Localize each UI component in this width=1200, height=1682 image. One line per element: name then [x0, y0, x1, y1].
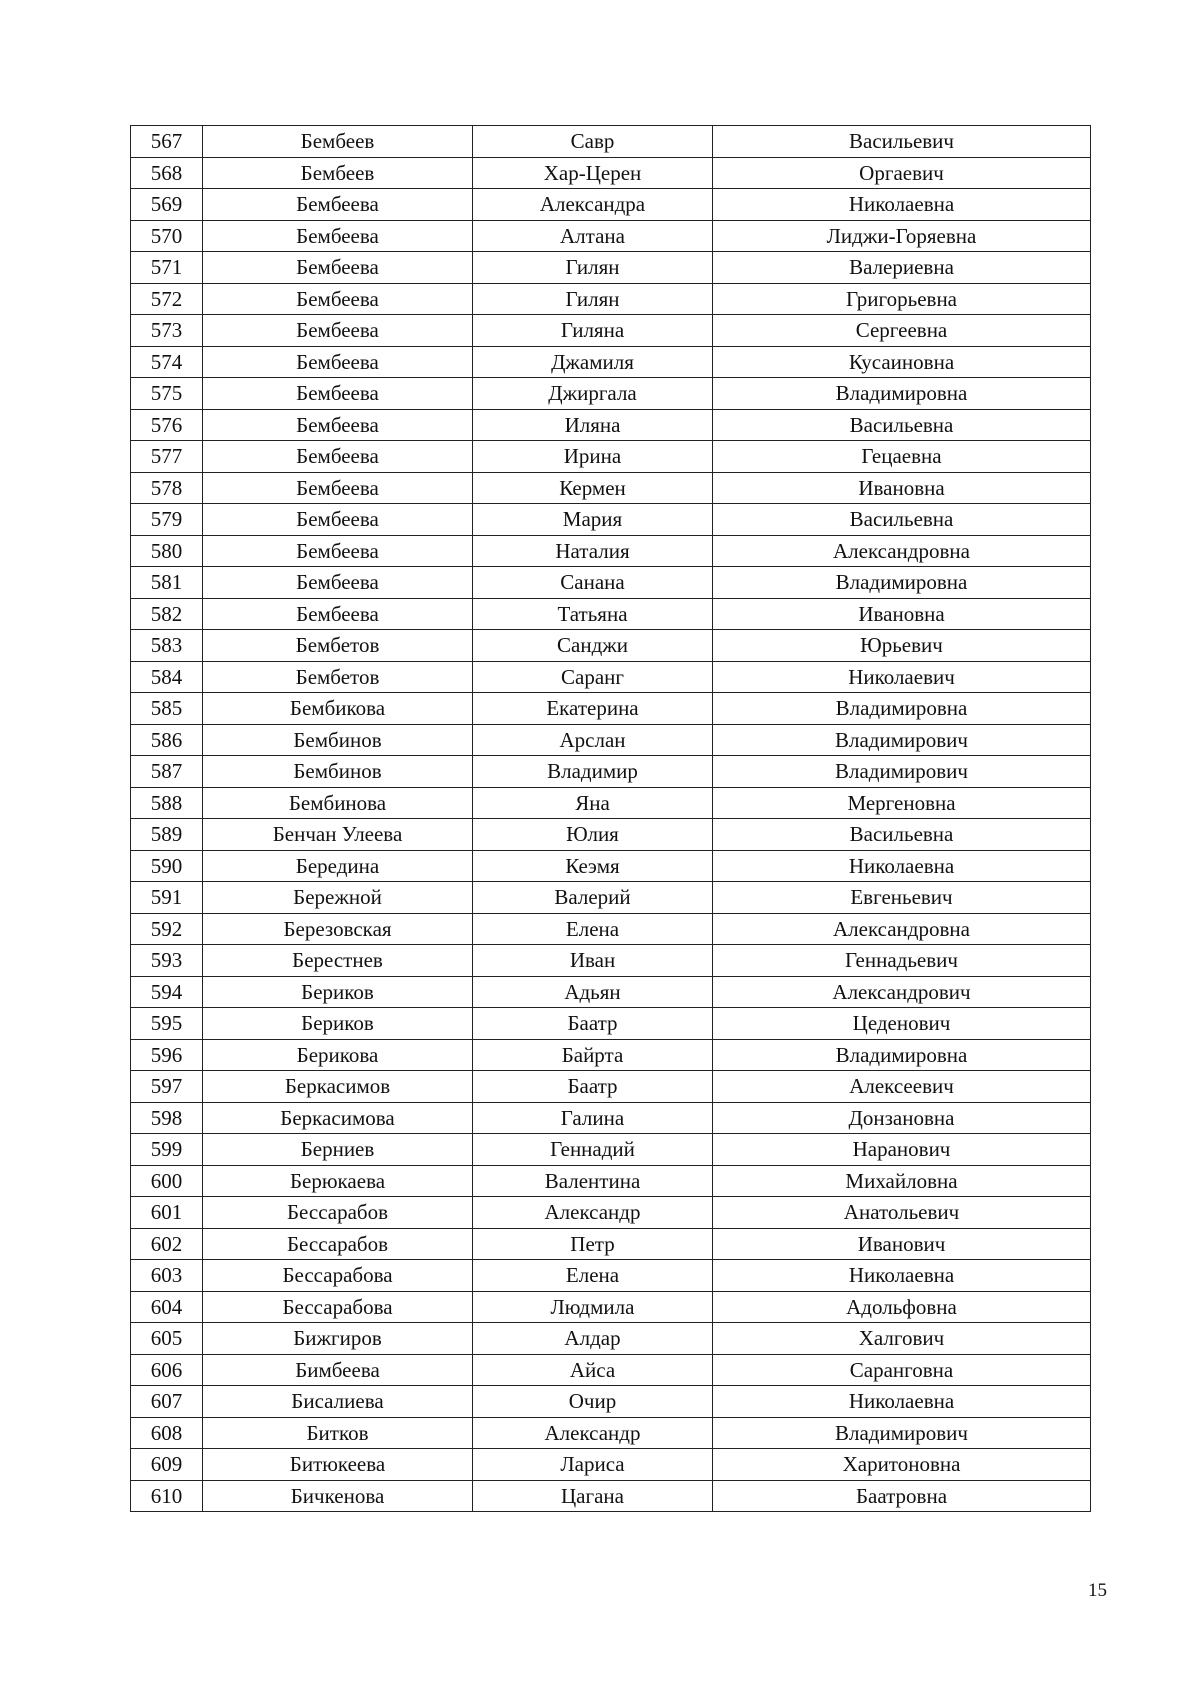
- table-row: [131, 1260, 1091, 1292]
- first-name-cell: Ирина: [473, 441, 713, 473]
- first-name-cell: Баатр: [473, 1008, 713, 1040]
- first-name-cell: Яна: [473, 787, 713, 819]
- surname-cell: Бембеев: [203, 157, 473, 189]
- first-name-cell: Кермен: [473, 472, 713, 504]
- table-row: [131, 882, 1091, 914]
- patronymic-cell: Владимирович: [713, 756, 1091, 788]
- table-row: [131, 976, 1091, 1008]
- row-number: 573: [131, 315, 203, 347]
- patronymic-cell: Николаевна: [713, 1386, 1091, 1418]
- patronymic-cell: Владимирович: [713, 724, 1091, 756]
- row-number: 600: [131, 1165, 203, 1197]
- patronymic-cell: Васильевна: [713, 819, 1091, 851]
- surname-cell: Бередина: [203, 850, 473, 882]
- patronymic-cell: Васильевна: [713, 409, 1091, 441]
- first-name-cell: Саранг: [473, 661, 713, 693]
- patronymic-cell: Владимировна: [713, 693, 1091, 725]
- surname-cell: Бембинова: [203, 787, 473, 819]
- first-name-cell: Татьяна: [473, 598, 713, 630]
- row-number: 574: [131, 346, 203, 378]
- table-row: [131, 945, 1091, 977]
- table-row: [131, 1323, 1091, 1355]
- first-name-cell: Джиргала: [473, 378, 713, 410]
- surname-cell: Бембеева: [203, 504, 473, 536]
- surname-cell: Берикова: [203, 1039, 473, 1071]
- surname-cell: Бембеева: [203, 378, 473, 410]
- table-row: [131, 1071, 1091, 1103]
- row-number: 577: [131, 441, 203, 473]
- row-number: 607: [131, 1386, 203, 1418]
- first-name-cell: Кеэмя: [473, 850, 713, 882]
- surname-cell: Битюкеева: [203, 1449, 473, 1481]
- table-row: [131, 567, 1091, 599]
- table-row: [131, 1386, 1091, 1418]
- row-number: 606: [131, 1354, 203, 1386]
- row-number: 571: [131, 252, 203, 284]
- first-name-cell: Валентина: [473, 1165, 713, 1197]
- table-row: [131, 850, 1091, 882]
- surname-cell: Бембеева: [203, 252, 473, 284]
- row-number: 605: [131, 1323, 203, 1355]
- first-name-cell: Петр: [473, 1228, 713, 1260]
- row-number: 580: [131, 535, 203, 567]
- table-row: [131, 1197, 1091, 1229]
- patronymic-cell: Николаевна: [713, 1260, 1091, 1292]
- table-row: [131, 315, 1091, 347]
- row-number: 601: [131, 1197, 203, 1229]
- first-name-cell: Иван: [473, 945, 713, 977]
- surname-cell: Бессарабова: [203, 1260, 473, 1292]
- names-table: [130, 125, 1091, 1512]
- surname-cell: Бембетов: [203, 630, 473, 662]
- patronymic-cell: Александрович: [713, 976, 1091, 1008]
- row-number: 575: [131, 378, 203, 410]
- surname-cell: Бембеева: [203, 220, 473, 252]
- table-row: [131, 535, 1091, 567]
- patronymic-cell: Цеденович: [713, 1008, 1091, 1040]
- first-name-cell: Мария: [473, 504, 713, 536]
- surname-cell: Бессарабова: [203, 1291, 473, 1323]
- surname-cell: Бембеева: [203, 598, 473, 630]
- patronymic-cell: Геннадьевич: [713, 945, 1091, 977]
- table-row: [131, 283, 1091, 315]
- table-row: [131, 409, 1091, 441]
- first-name-cell: Цагана: [473, 1480, 713, 1512]
- table-row: [131, 598, 1091, 630]
- table-row: [131, 693, 1091, 725]
- table-row: [131, 441, 1091, 473]
- first-name-cell: Баатр: [473, 1071, 713, 1103]
- first-name-cell: Байрта: [473, 1039, 713, 1071]
- first-name-cell: Савр: [473, 126, 713, 158]
- first-name-cell: Владимир: [473, 756, 713, 788]
- row-number: 603: [131, 1260, 203, 1292]
- table-row: [131, 378, 1091, 410]
- row-number: 584: [131, 661, 203, 693]
- surname-cell: Бембинов: [203, 756, 473, 788]
- patronymic-cell: Владимирович: [713, 1417, 1091, 1449]
- table-row: [131, 1008, 1091, 1040]
- first-name-cell: Джамиля: [473, 346, 713, 378]
- surname-cell: Битков: [203, 1417, 473, 1449]
- surname-cell: Беркасимова: [203, 1102, 473, 1134]
- patronymic-cell: Владимировна: [713, 1039, 1091, 1071]
- surname-cell: Бессарабов: [203, 1228, 473, 1260]
- surname-cell: Бериков: [203, 1008, 473, 1040]
- first-name-cell: Геннадий: [473, 1134, 713, 1166]
- patronymic-cell: Владимировна: [713, 378, 1091, 410]
- row-number: 592: [131, 913, 203, 945]
- surname-cell: Березовская: [203, 913, 473, 945]
- patronymic-cell: Анатольевич: [713, 1197, 1091, 1229]
- first-name-cell: Елена: [473, 1260, 713, 1292]
- first-name-cell: Гилян: [473, 283, 713, 315]
- table-row: [131, 756, 1091, 788]
- patronymic-cell: Харитоновна: [713, 1449, 1091, 1481]
- patronymic-cell: Халгович: [713, 1323, 1091, 1355]
- row-number: 596: [131, 1039, 203, 1071]
- patronymic-cell: Ивановна: [713, 472, 1091, 504]
- first-name-cell: Алдар: [473, 1323, 713, 1355]
- first-name-cell: Валерий: [473, 882, 713, 914]
- row-number: 590: [131, 850, 203, 882]
- row-number: 598: [131, 1102, 203, 1134]
- first-name-cell: Адьян: [473, 976, 713, 1008]
- patronymic-cell: Васильевна: [713, 504, 1091, 536]
- surname-cell: Бенчан Улеева: [203, 819, 473, 851]
- surname-cell: Бережной: [203, 882, 473, 914]
- names-table-body: [131, 126, 1091, 1512]
- row-number: 586: [131, 724, 203, 756]
- first-name-cell: Наталия: [473, 535, 713, 567]
- first-name-cell: Иляна: [473, 409, 713, 441]
- surname-cell: Бембеева: [203, 189, 473, 221]
- surname-cell: Бимбеева: [203, 1354, 473, 1386]
- surname-cell: Бембеева: [203, 409, 473, 441]
- page-number: 15: [1088, 1580, 1107, 1601]
- row-number: 583: [131, 630, 203, 662]
- row-number: 585: [131, 693, 203, 725]
- table-row: [131, 1039, 1091, 1071]
- surname-cell: Бембинов: [203, 724, 473, 756]
- table-row: [131, 819, 1091, 851]
- patronymic-cell: Баатровна: [713, 1480, 1091, 1512]
- row-number: 608: [131, 1417, 203, 1449]
- row-number: 591: [131, 882, 203, 914]
- patronymic-cell: Николаевна: [713, 850, 1091, 882]
- table-row: [131, 252, 1091, 284]
- surname-cell: Берниев: [203, 1134, 473, 1166]
- row-number: 578: [131, 472, 203, 504]
- patronymic-cell: Владимировна: [713, 567, 1091, 599]
- patronymic-cell: Саранговна: [713, 1354, 1091, 1386]
- first-name-cell: Алтана: [473, 220, 713, 252]
- surname-cell: Бижгиров: [203, 1323, 473, 1355]
- surname-cell: Бичкенова: [203, 1480, 473, 1512]
- patronymic-cell: Евгеньевич: [713, 882, 1091, 914]
- patronymic-cell: Мергеновна: [713, 787, 1091, 819]
- surname-cell: Бембикова: [203, 693, 473, 725]
- first-name-cell: Айса: [473, 1354, 713, 1386]
- row-number: 568: [131, 157, 203, 189]
- patronymic-cell: Гецаевна: [713, 441, 1091, 473]
- row-number: 576: [131, 409, 203, 441]
- first-name-cell: Арслан: [473, 724, 713, 756]
- table-row: [131, 504, 1091, 536]
- row-number: 597: [131, 1071, 203, 1103]
- surname-cell: Берюкаева: [203, 1165, 473, 1197]
- surname-cell: Беркасимов: [203, 1071, 473, 1103]
- row-number: 593: [131, 945, 203, 977]
- row-number: 587: [131, 756, 203, 788]
- row-number: 594: [131, 976, 203, 1008]
- surname-cell: Бембеев: [203, 126, 473, 158]
- first-name-cell: Елена: [473, 913, 713, 945]
- patronymic-cell: Валериевна: [713, 252, 1091, 284]
- surname-cell: Бисалиева: [203, 1386, 473, 1418]
- row-number: 599: [131, 1134, 203, 1166]
- surname-cell: Бембеева: [203, 283, 473, 315]
- first-name-cell: Санджи: [473, 630, 713, 662]
- table-row: [131, 787, 1091, 819]
- row-number: 570: [131, 220, 203, 252]
- row-number: 595: [131, 1008, 203, 1040]
- first-name-cell: Людмила: [473, 1291, 713, 1323]
- first-name-cell: Лариса: [473, 1449, 713, 1481]
- table-row: [131, 472, 1091, 504]
- first-name-cell: Александр: [473, 1417, 713, 1449]
- table-row: [131, 1354, 1091, 1386]
- surname-cell: Бембетов: [203, 661, 473, 693]
- table-row: [131, 724, 1091, 756]
- first-name-cell: Галина: [473, 1102, 713, 1134]
- patronymic-cell: Лиджи-Горяевна: [713, 220, 1091, 252]
- table-row: [131, 1228, 1091, 1260]
- row-number: 589: [131, 819, 203, 851]
- surname-cell: Бембеева: [203, 535, 473, 567]
- first-name-cell: Гилян: [473, 252, 713, 284]
- patronymic-cell: Сергеевна: [713, 315, 1091, 347]
- table-row: [131, 1480, 1091, 1512]
- first-name-cell: Александра: [473, 189, 713, 221]
- table-row: [131, 1449, 1091, 1481]
- first-name-cell: Екатерина: [473, 693, 713, 725]
- table-row: [131, 1134, 1091, 1166]
- table-row: [131, 661, 1091, 693]
- patronymic-cell: Алексеевич: [713, 1071, 1091, 1103]
- surname-cell: Бембеева: [203, 441, 473, 473]
- row-number: 582: [131, 598, 203, 630]
- patronymic-cell: Ивановна: [713, 598, 1091, 630]
- surname-cell: Бембеева: [203, 472, 473, 504]
- first-name-cell: Александр: [473, 1197, 713, 1229]
- table-row: [131, 189, 1091, 221]
- surname-cell: Бембеева: [203, 567, 473, 599]
- patronymic-cell: Кусаиновна: [713, 346, 1091, 378]
- row-number: 602: [131, 1228, 203, 1260]
- surname-cell: Бессарабов: [203, 1197, 473, 1229]
- patronymic-cell: Николаевич: [713, 661, 1091, 693]
- patronymic-cell: Наранович: [713, 1134, 1091, 1166]
- row-number: 567: [131, 126, 203, 158]
- patronymic-cell: Михайловна: [713, 1165, 1091, 1197]
- patronymic-cell: Оргаевич: [713, 157, 1091, 189]
- first-name-cell: Хар-Церен: [473, 157, 713, 189]
- patronymic-cell: Донзановна: [713, 1102, 1091, 1134]
- row-number: 569: [131, 189, 203, 221]
- patronymic-cell: Юрьевич: [713, 630, 1091, 662]
- table-row: [131, 1102, 1091, 1134]
- row-number: 604: [131, 1291, 203, 1323]
- first-name-cell: Юлия: [473, 819, 713, 851]
- table-row: [131, 157, 1091, 189]
- patronymic-cell: Григорьевна: [713, 283, 1091, 315]
- surname-cell: Бериков: [203, 976, 473, 1008]
- table-row: [131, 126, 1091, 158]
- row-number: 572: [131, 283, 203, 315]
- patronymic-cell: Васильевич: [713, 126, 1091, 158]
- table-row: [131, 913, 1091, 945]
- table-row: [131, 1165, 1091, 1197]
- patronymic-cell: Александровна: [713, 913, 1091, 945]
- table-row: [131, 1417, 1091, 1449]
- patronymic-cell: Николаевна: [713, 189, 1091, 221]
- first-name-cell: Очир: [473, 1386, 713, 1418]
- row-number: 609: [131, 1449, 203, 1481]
- surname-cell: Бембеева: [203, 315, 473, 347]
- row-number: 610: [131, 1480, 203, 1512]
- row-number: 579: [131, 504, 203, 536]
- patronymic-cell: Иванович: [713, 1228, 1091, 1260]
- patronymic-cell: Адольфовна: [713, 1291, 1091, 1323]
- surname-cell: Берестнев: [203, 945, 473, 977]
- table-row: [131, 630, 1091, 662]
- surname-cell: Бембеева: [203, 346, 473, 378]
- patronymic-cell: Александровна: [713, 535, 1091, 567]
- first-name-cell: Санана: [473, 567, 713, 599]
- table-row: [131, 220, 1091, 252]
- row-number: 588: [131, 787, 203, 819]
- table-row: [131, 346, 1091, 378]
- table-row: [131, 1291, 1091, 1323]
- row-number: 581: [131, 567, 203, 599]
- first-name-cell: Гиляна: [473, 315, 713, 347]
